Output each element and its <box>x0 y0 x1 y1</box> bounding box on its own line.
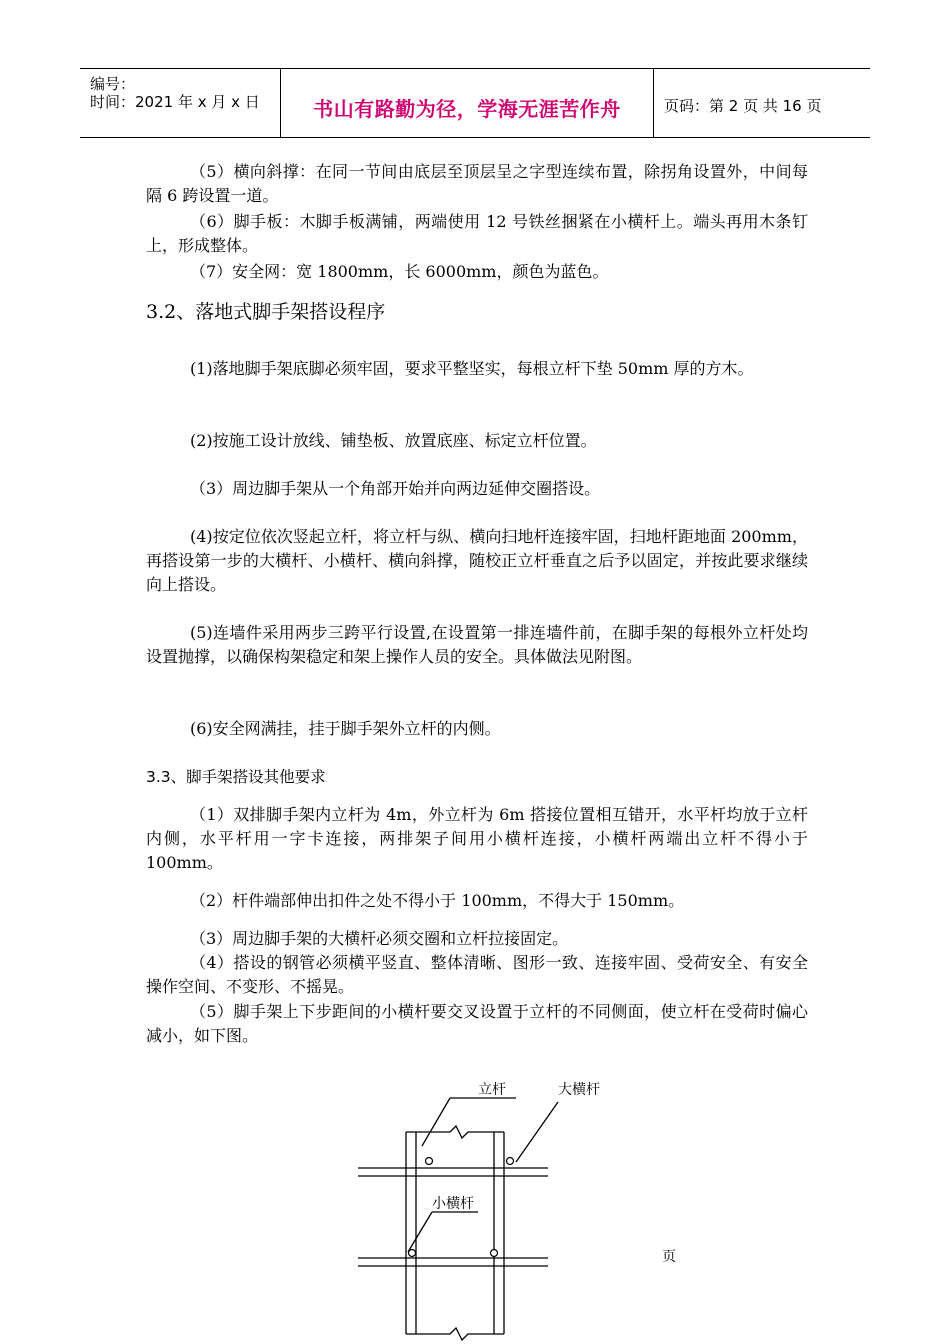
step-5: (5)连墙件采用两步三跨平行设置,在设置第一排连墙件前，在脚手架的每根外立杆处均设置抛撑，以确保构架稳定和架上操作人员的安全。具体做法见附图。 <box>146 623 808 666</box>
requirement-5: （5）脚手架上下步距间的小横杆要交叉设置于立杆的不同侧面，使立杆在受荷时偏心减小，如下图。 <box>146 1002 808 1045</box>
scaffold-diagram <box>350 1072 650 1344</box>
header-page-cell <box>654 69 870 137</box>
page-info: 页码：第 2 页 共 16 页 <box>664 97 822 115</box>
header-meta-cell <box>80 69 281 137</box>
paragraph-safety-net: （7）安全网：宽 1800mm，长 6000mm，颜色为蓝色。 <box>190 262 609 281</box>
coupler-circle <box>491 1250 498 1257</box>
page-header <box>80 68 870 138</box>
step-1: (1)落地脚手架底脚必须牢固，要求平整坚实，每根立杆下垫 50mm 厚的方木。 <box>190 359 754 378</box>
step-6: (6)安全网满挂，挂于脚手架外立杆的内侧。 <box>190 719 501 738</box>
header-motto-cell <box>281 69 654 137</box>
step-2: (2)按施工设计放线、铺垫板、放置底座、标定立杆位置。 <box>190 431 597 450</box>
coupler-circle <box>409 1250 416 1257</box>
paragraph-scaffold-board: （6）脚手板：木脚手板满铺，两端使用 12 号铁丝捆紧在小横杆上。端头再用木条钉上，形成整体。 <box>146 212 808 255</box>
requirement-2: （2）杆件端部伸出扣件之处不得小于 100mm，不得大于 150mm。 <box>190 891 685 910</box>
section-heading-3-2: 3.2、落地式脚手架搭设程序 <box>146 301 386 323</box>
label-upright: 立杆 <box>478 1082 506 1098</box>
time-label: 时间：2021 年 x 月 x 日 <box>90 93 260 111</box>
step-4: (4)按定位依次竖起立杆，将立杆与纵、横向扫地杆连接牢固，扫地杆距地面 200mm，再搭设第一步的大横杆、小横杆、横向斜撑，随校正立杆垂直之后予以固定，并按此要求继续向上搭设。 <box>146 527 808 594</box>
coupler-circle <box>426 1158 433 1165</box>
requirement-4: （4）搭设的钢管必须横平竖直、整体清晰、图形一致、连接牢固、受荷安全、有安全操作空间、不变形、不摇晃。 <box>146 953 808 996</box>
label-big-ledger: 大横杆 <box>558 1082 600 1098</box>
step-3: （3）周边脚手架从一个角部开始并向两边延伸交圈搭设。 <box>190 479 601 498</box>
requirement-1: （1）双排脚手架内立杆为 4m，外立杆为 6m 搭接位置相互错开，水平杆均放于立杆内侧，水平杆用一字卡连接，两排架子间用小横杆连接，小横杆两端出立杆不得小于 100mm。 <box>146 805 808 872</box>
coupler-circle <box>507 1158 514 1165</box>
code-label: 编号： <box>90 75 136 93</box>
paragraph-diagonal-brace: （5）横向斜撑：在同一节间由底层至顶层呈之字型连续布置，除拐角设置外，中间每隔 6 跨设置一道。 <box>146 162 808 205</box>
requirement-3: （3）周边脚手架的大横杆必须交圈和立杆拉接固定。 <box>190 929 569 948</box>
section-heading-3-3: 3.3、脚手架搭设其他要求 <box>146 768 326 786</box>
page-mark: 页 <box>662 1249 676 1265</box>
label-small-ledger: 小横杆 <box>432 1196 474 1212</box>
motto: 书山有路勤为径，学海无涯苦作舟 <box>313 97 621 121</box>
